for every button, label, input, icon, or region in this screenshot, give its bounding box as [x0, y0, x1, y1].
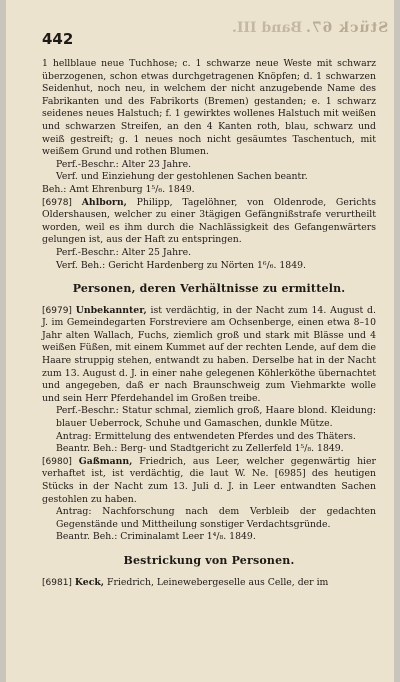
item-list-text: 1 hellblaue neue Tuchhose; c. 1 schwarze neue Weste mit schwarz überzogenen, schon etwas durchgetragenen Knöpfen; d. 1 schwarzen Seidenhut, noch neu, in welchem der nicht anzugebende Name des Fabrikanten und des Fabrikorts (Bremen) gestanden; e. 1 schwarz seidenes neues Halstuch; f. 1 gewirktes wollenes Halstuch mit weißen und schwarzen Streifen, an den 4 Kanten roth, blau, schwarz und weiß gestreift; g. 1 neues noch nicht gesäumtes Taschentuch, mit weißem Grund und rothen Blumen.: [42, 58, 376, 158]
entry-name: Ahlborn,: [81, 196, 127, 208]
page-number: 442: [42, 30, 74, 48]
person-description: Perf.-Beschr.: Alter 23 Jahre.: [56, 158, 192, 170]
person-description: Perf.-Beschr.: Alter 25 Jahre.: [56, 246, 192, 258]
entry-name: Keck,: [74, 576, 105, 588]
section-heading-persons: Personen, deren Verhältnisse zu ermitteln.: [72, 282, 346, 296]
page-content: [42, 58, 376, 589]
entry-name: Unbekannter,: [75, 304, 147, 316]
authority-line: Beantr. Beh.: Criminalamt Leer 1⁴/₈. 1849.: [56, 531, 256, 543]
bleed-through-header-band: Band III.: [231, 20, 302, 36]
entry-6980: [42, 456, 376, 506]
entry-number: [6979]: [42, 305, 72, 316]
document-page: [6, 0, 394, 682]
entry-number: [6980]: [42, 456, 72, 467]
authority-line: Verf. Beh.: Gericht Hardenberg zu Nörten 1⁶/₆. 1849.: [56, 259, 306, 271]
entry-number: [6978]: [42, 197, 72, 208]
person-description: Perf.-Beschr.: Statur schmal, ziemlich groß, Haare blond. Kleidung: blauer Ueberrock, Schuhe und Gamaschen, dunkle Mütze.: [56, 405, 376, 430]
authority-line: Beh.: Amt Ehrenburg 1⁵/₆. 1849.: [42, 183, 195, 195]
entry-number: [6981]: [42, 577, 72, 588]
authority-line: Beantr. Beh.: Berg- und Stadtgericht zu Zellerfeld 1⁵/₈. 1849.: [56, 443, 344, 455]
section-heading-arrest: Bestrickung von Personen.: [123, 553, 295, 567]
bleed-through-header: Stück 67.: [304, 20, 388, 36]
entry-text: Philipp, Tagelöhner, von Oldenrode, Gerichts Oldershausen, welcher zu einer 3tägigen Gefängnißstrafe verurtheilt worden, weil es ihm durch die Nachlässigkeit des Gefangenwärters gelungen ist, aus der Haft zu entspringen.: [42, 196, 376, 246]
entry-text: Friedrich, Leinewebergeselle aus Celle, der im: [107, 576, 329, 588]
entry-6981: [42, 577, 376, 590]
entry-text: Friedrich, aus Leer, welcher gegenwärtig hier verhaftet ist, ist verdächtig, die laut W. Ne. [6985] des heutigen Stücks in der Nacht zum 13. Juli d. J. in Leer entwandten Sachen gestohlen zu haben.: [42, 455, 376, 505]
request-line: Antrag: Ermittelung des entwendeten Pferdes und des Thäters.: [56, 430, 356, 442]
entry-6979: [42, 305, 376, 406]
entry-name: Gaßmann,: [78, 455, 133, 467]
procedure-line: Verf. und Einziehung der gestohlenen Sachen beantr.: [56, 171, 308, 183]
entry-text: ist verdächtig, in der Nacht zum 14. August d. J. im Gemeindegarten Forstreviere am Ochsenberge, einen etwa 8–10 Jahr alten Wallach, Fuchs, ziemlich groß und stark mit Blässe und 4 weißen Füßen, mit einem Kummet auf der rechten Lende, auf dem die Haare struppig stehen, entwandt zu haben. Derselbe hat in der Nacht zum 13. August d. J. in einer nahe gelegenen Köhlerköthe übernachtet und angegeben, daß er nach Braunschweig zum Viehmarkte wolle und sein Herr Pferdehandel im Großen treibe.: [42, 304, 376, 404]
entry-6978: [42, 197, 376, 247]
request-line: Antrag: Nachforschung nach dem Verbleib der gedachten Gegenstände und Mittheilung sonstiger Verdachtsgründe.: [56, 506, 376, 530]
